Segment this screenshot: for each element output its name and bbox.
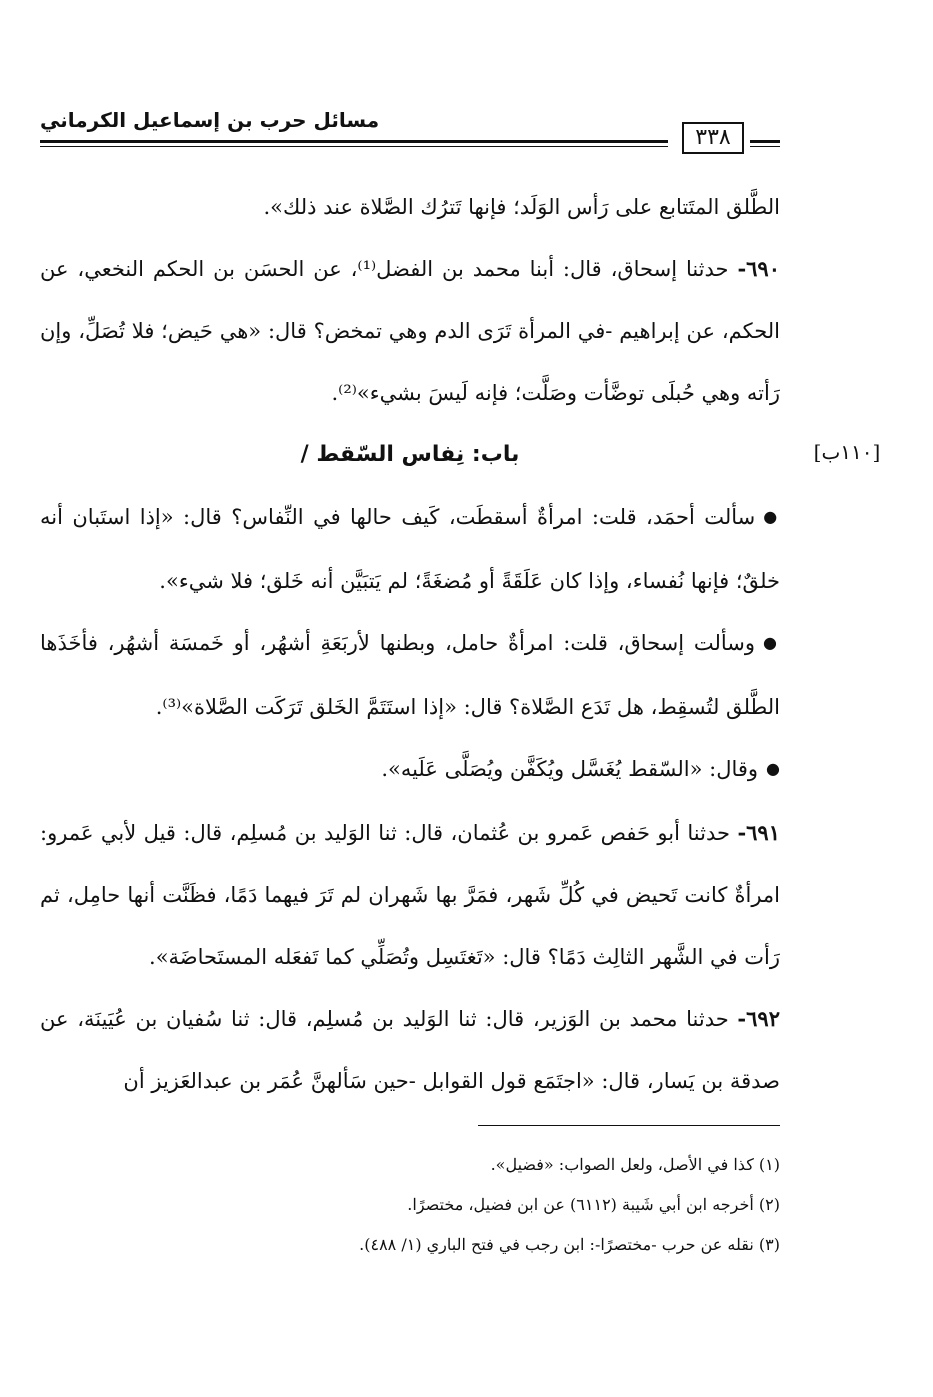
footnote-3: (٣) نقله عن حرب -مختصرًا-: ابن رجب في فتح الباري (١/ ٤٨٨). bbox=[359, 1235, 780, 1254]
header-rule-right-thick bbox=[750, 140, 780, 143]
page-number: ٣٣٨ bbox=[682, 122, 744, 154]
bullet-question-ahmad: ● سألت أحمَد، قلت: امرأةٌ أسقطَت، كَيف حالها في النِّفاس؟ قال: «إذا استَبان أنه خلقٌ؛ فإنها نُفساء، وإذا كان عَلَقَةً أو مُضغَةً؛ لم يَتبَيَّن أنه خَلق؛ فلا شيء». bbox=[40, 486, 780, 612]
header-rule-thick bbox=[40, 140, 668, 143]
bullet-statement: ● وقال: «السّقط يُغَسَّل ويُكَفَّن ويُصَلَّى عَلَيه». bbox=[40, 738, 780, 802]
header-rule bbox=[40, 140, 668, 150]
header-rule-right bbox=[750, 140, 780, 150]
footnote-separator bbox=[478, 1125, 780, 1126]
hadith-number: ٦٩٢- bbox=[737, 1006, 780, 1031]
header-rule-right-thin bbox=[750, 146, 780, 147]
footnotes bbox=[40, 1145, 780, 1265]
hadith-692 bbox=[40, 988, 780, 1112]
book-title: مسائل حرب بن إسماعيل الكرماني bbox=[40, 108, 380, 132]
hadith-691 bbox=[40, 802, 780, 988]
footnote-1: (١) كذا في الأصل، ولعل الصواب: «فضيل». bbox=[490, 1155, 780, 1174]
header-rule-thin bbox=[40, 146, 668, 147]
margin-folio-note: [١١٠ب] bbox=[813, 440, 881, 464]
footnote-2: (٢) أخرجه ابن أبي شَيبة (٦١١٢) عن ابن فضيل، مختصرًا. bbox=[407, 1195, 780, 1214]
paragraph-continuation: الطَّلق المتَتابع على رَأس الوَلَد؛ فإنها تَترُك الصَّلاة عند ذلك». bbox=[263, 195, 780, 219]
hadith-text: حدثنا إسحاق، قال: أبنا محمد بن الفضل⁽¹⁾، عن الحسَن بن الحكم النخعي، عن الحكم، عن إبراهيم -في المرأة تَرَى الدم وهي تمخض؟ قال: «هي حَيض؛ فلا تُصَلِّ، وإن رَأته وهي حُبلَى توضَّأت وصَلَّت؛ فإنه لَيسَ بشيء»⁽²⁾. bbox=[40, 257, 780, 405]
hadith-text: حدثنا أبو حَفص عَمرو بن عُثمان، قال: ثنا الوَليد بن مُسلِم، قال: قيل لأبي عَمرو: امرأةٌ كانت تَحيض في كُلِّ شَهر، فمَرَّ بها شَهران لم تَرَ فيهما دَمًا، فظَنَّت أنها حامِل، ثم رَأت في الشَّهر الثالِث دَمًا؟ قال: «تَغتَسِل وتُصَلِّي كما تَفعَله المستَحاضَة». bbox=[40, 821, 780, 969]
chapter-heading: باب: نِفاس السّقط / bbox=[300, 442, 520, 467]
hadith-number: ٦٩٠- bbox=[737, 256, 780, 281]
hadith-text: حدثنا محمد بن الوَزير، قال: ثنا الوَليد بن مُسلِم، قال: ثنا سُفيان بن عُيَينَة، عن صدقة بن يَسار، قال: «اجتَمَع قول القوابل -حين سَألهنَّ عُمَر بن عبدالعَزيز أن bbox=[40, 1007, 780, 1093]
bullet-question-ishaq: ● وسألت إسحاق، قلت: امرأةٌ حامل، وبطنها لأربَعَةِ أشهُر، أو خَمسَة أشهُر، فأخَذَها الطَّلق لتُسقِط، هل تَدَع الصَّلاة؟ قال: «إذا استَتَمَّ الخَلق تَرَكَت الصَّلاة»⁽³⁾. bbox=[40, 612, 780, 738]
page-header bbox=[40, 108, 780, 156]
hadith-690 bbox=[40, 238, 780, 424]
main-text bbox=[40, 176, 780, 1112]
hadith-number: ٦٩١- bbox=[737, 820, 780, 845]
